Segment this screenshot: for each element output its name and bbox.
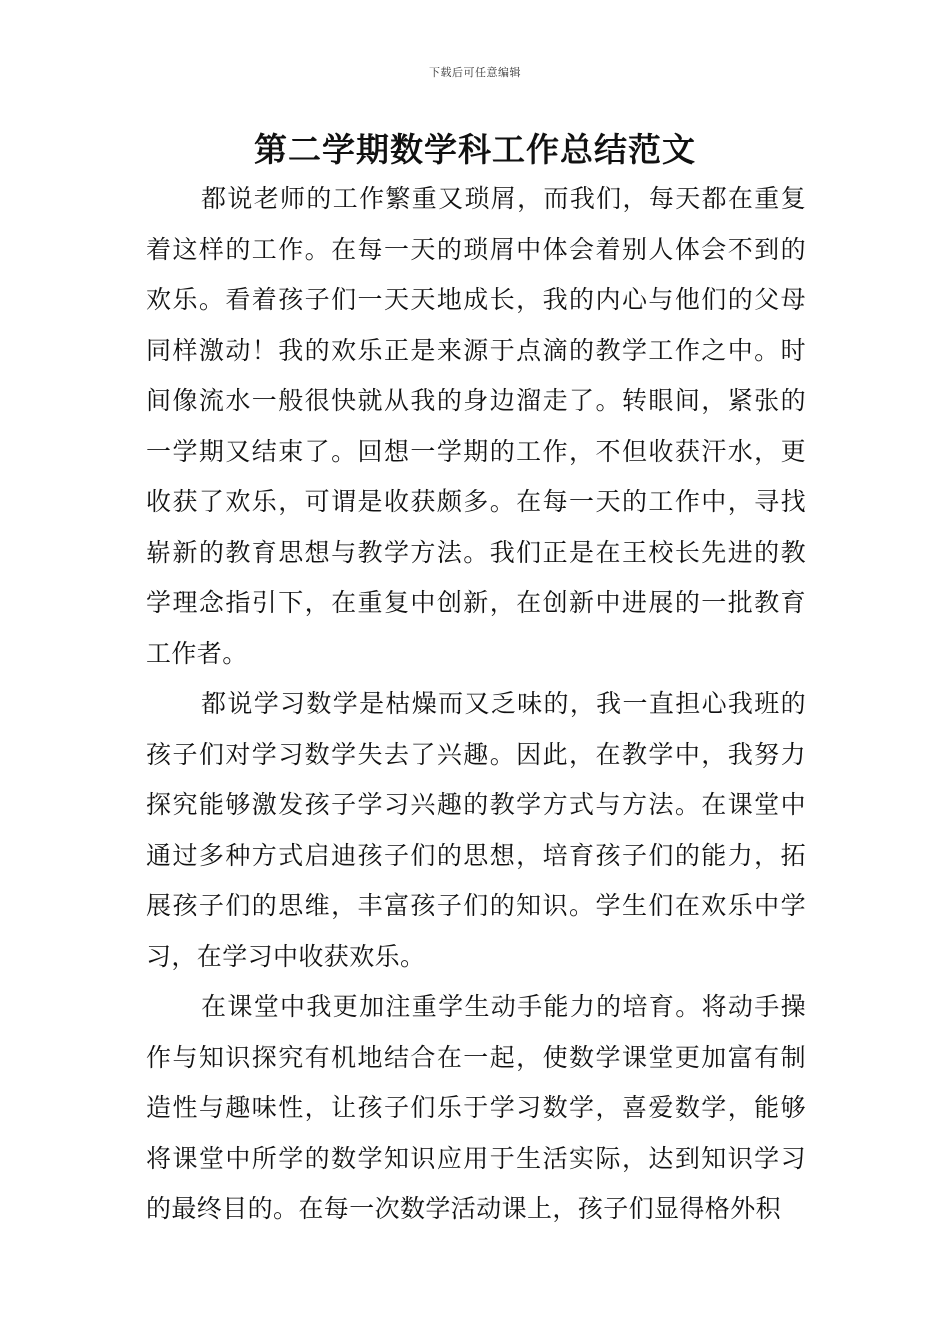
paragraph-2: 都说学习数学是枯燥而又乏味的，我一直担心我班的孩子们对学习数学失去了兴趣。因此，在教学中，我努力探究能够激发孩子学习兴趣的教学方式与方法。在课堂中通过多种方式启迪孩子们的思想，培育孩子们的能力，拓展孩子们的思维，丰富孩子们的知识。学生们在欢乐中学习，在学习中收获欢乐。	[146, 689, 806, 971]
paragraph-3: 在课堂中我更加注重学生动手能力的培育。将动手操作与知识探究有机地结合在一起，使数学课堂更加富有制造性与趣味性，让孩子们乐于学习数学，喜爱数学，能够将课堂中所学的数学知识应用于生活实际，达到知识学习的最终目的。在每一次数学活动课上，孩子们显得格外积	[146, 992, 806, 1223]
header-note: 下载后可任意编辑	[429, 66, 521, 79]
document-title: 第二学期数学科工作总结范文	[254, 130, 696, 169]
document-body	[146, 174, 806, 1235]
paragraph-1: 都说老师的工作繁重又琐屑，而我们，每天都在重复着这样的工作。在每一天的琐屑中体会着别人体会不到的欢乐。看着孩子们一天天地成长，我的内心与他们的父母同样激动！我的欢乐正是来源于点滴的教学工作之中。时间像流水一般很快就从我的身边溜走了。转眼间，紧张的一学期又结束了。回想一学期的工作，不但收获汗水，更收获了欢乐，可谓是收获颇多。在每一天的工作中，寻找崭新的教育思想与教学方法。我们正是在王校长先进的教学理念指引下，在重复中创新，在创新中进展的一批教育工作者。	[146, 184, 806, 668]
